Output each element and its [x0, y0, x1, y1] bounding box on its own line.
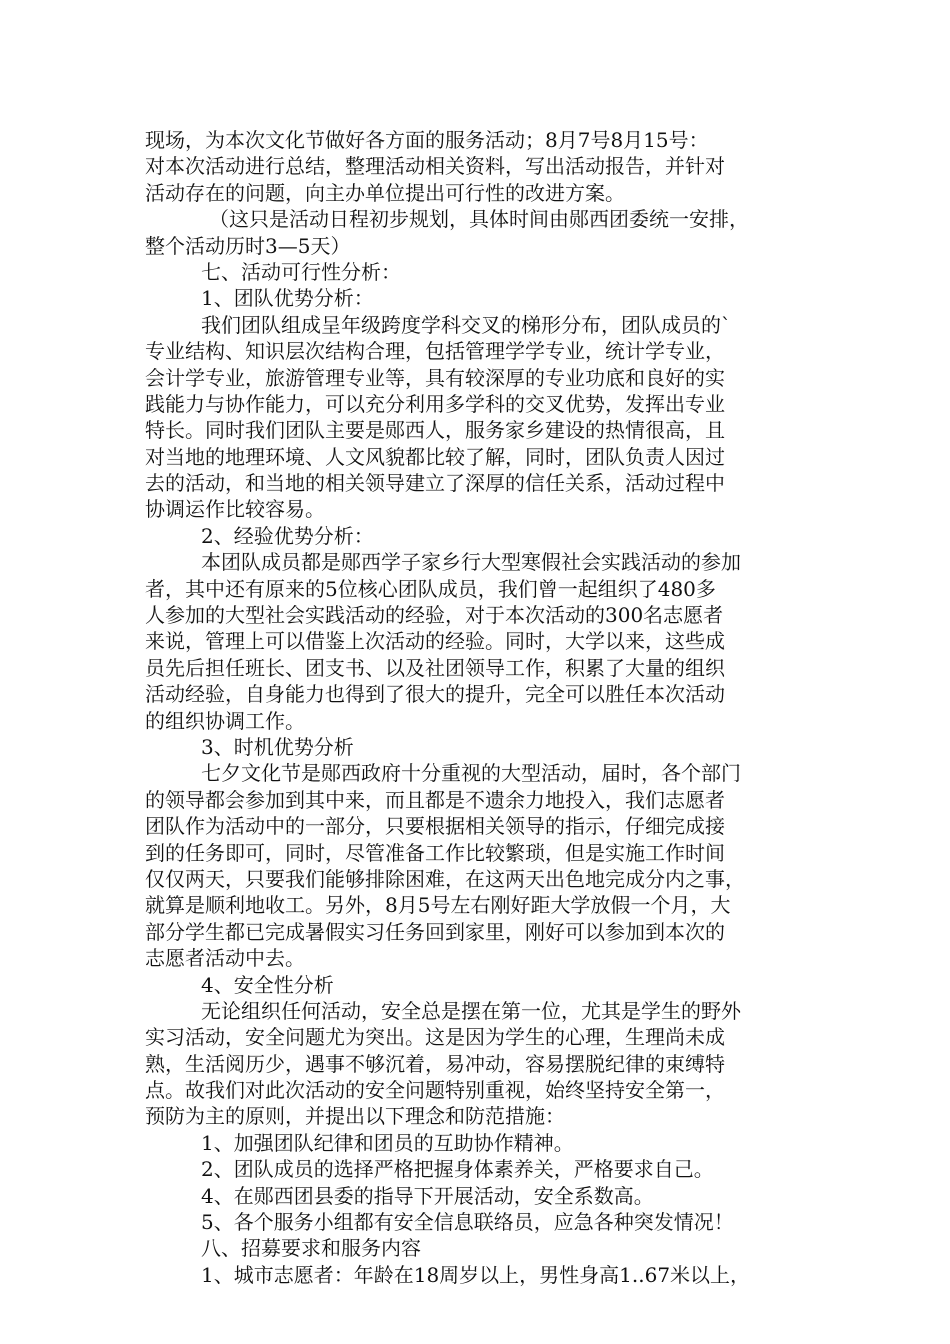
text-line: （这只是活动日程初步规划，具体时间由郧西团委统一安排， [209, 207, 749, 232]
text-line: 点。故我们对此次活动的安全问题特别重视，始终坚持安全第一， [145, 1078, 725, 1103]
text-line: 对本次活动进行总结，整理活动相关资料，写出活动报告，并针对 [145, 154, 725, 179]
text-line: 会计学专业，旅游管理专业等，具有较深厚的专业功底和良好的实 [145, 365, 725, 390]
text-line: 对当地的地理环境、人文风貌都比较了解，同时，团队负责人因过 [145, 444, 725, 469]
text-line: 1、城市志愿者：年龄在18周岁以上，男性身高1..67米以上， [201, 1262, 751, 1287]
text-line: 专业结构、知识层次结构合理，包括管理学学专业，统计学专业， [145, 339, 725, 364]
text-line: 者，其中还有原来的5位核心团队成员，我们曾一起组织了480多 [145, 576, 716, 601]
text-line: 七、活动可行性分析： [201, 259, 401, 284]
text-line: 践能力与协作能力，可以充分利用多学科的交叉优势，发挥出专业 [145, 391, 725, 416]
text-line: 的领导都会参加到其中来，而且都是不遗余力地投入，我们志愿者 [145, 787, 725, 812]
text-line: 实习活动，安全问题尤为突出。这是因为学生的心理，生理尚未成 [145, 1025, 725, 1050]
text-line: 人参加的大型社会实践活动的经验，对于本次活动的300名志愿者 [145, 603, 724, 628]
text-line: 部分学生都已完成暑假实习任务回到家里，刚好可以参加到本次的 [145, 919, 725, 944]
text-line: 的组织协调工作。 [145, 708, 305, 733]
text-line: 特长。同时我们团队主要是郧西人，服务家乡建设的热情很高，且 [145, 418, 725, 443]
text-line: 到的任务即可，同时，尽管准备工作比较繁琐，但是实施工作时间 [145, 840, 725, 865]
text-line: 整个活动历时3—5天） [145, 233, 351, 258]
text-line: 2、团队成员的选择严格把握身体素养关，严格要求自己。 [201, 1157, 714, 1182]
text-line: 1、团队优势分析： [201, 286, 374, 311]
document-body [145, 127, 817, 1288]
text-line: 4、在郧西团县委的指导下开展活动，安全系数高。 [201, 1183, 654, 1208]
text-line: 1、加强团队纪律和团员的互助协作精神。 [201, 1130, 574, 1155]
text-line: 仅仅两天，只要我们能够排除困难，在这两天出色地完成分内之事， [145, 866, 745, 891]
text-line: 七夕文化节是郧西政府十分重视的大型活动，届时，各个部门 [201, 761, 741, 786]
text-line: 八、招募要求和服务内容 [201, 1236, 421, 1261]
text-line: 3、时机优势分析 [201, 734, 354, 759]
text-line: 员先后担任班长、团支书、以及社团领导工作，积累了大量的组织 [145, 655, 725, 680]
text-line: 2、经验优势分析： [201, 523, 374, 548]
text-line: 来说，管理上可以借鉴上次活动的经验。同时，大学以来，这些成 [145, 629, 725, 654]
text-line: 去的活动，和当地的相关领导建立了深厚的信任关系，活动过程中 [145, 471, 725, 496]
text-line: 志愿者活动中去。 [145, 946, 305, 971]
text-line: 预防为主的原则，并提出以下理念和防范措施： [145, 1104, 565, 1129]
text-line: 现场，为本次文化节做好各方面的服务活动；8月7号8月15号： [145, 128, 709, 152]
text-line: 5、各个服务小组都有安全信息联络员，应急各种突发情况！ [201, 1210, 734, 1235]
text-line: 4、安全性分析 [201, 972, 334, 997]
text-line: 活动存在的问题，向主办单位提出可行性的改进方案。 [145, 180, 625, 205]
text-line: 我们团队组成呈年级跨度学科交叉的梯形分布，团队成员的` [201, 312, 731, 337]
text-line: 本团队成员都是郧西学子家乡行大型寒假社会实践活动的参加 [201, 550, 741, 575]
text-line: 无论组织任何活动，安全总是摆在第一位，尤其是学生的野外 [201, 998, 741, 1023]
text-line: 团队作为活动中的一部分，只要根据相关领导的指示，仔细完成接 [145, 814, 725, 839]
text-line: 活动经验，自身能力也得到了很大的提升，完全可以胜任本次活动 [145, 682, 725, 707]
text-line: 协调运作比较容易。 [145, 497, 325, 522]
text-line: 就算是顺利地收工。另外，8月5号左右刚好距大学放假一个月，大 [145, 893, 731, 918]
text-line: 熟，生活阅历少，遇事不够沉着，易冲动，容易摆脱纪律的束缚特 [145, 1051, 725, 1076]
